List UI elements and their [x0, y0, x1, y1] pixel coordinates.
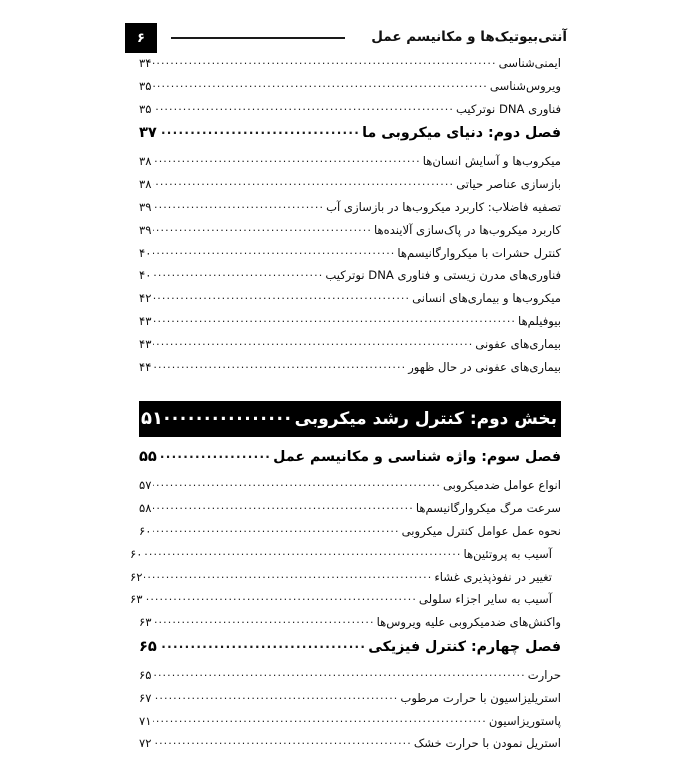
dot-leader	[153, 55, 496, 66]
entry-title: بازسازی عناصر حیاتی	[456, 177, 561, 192]
dot-leader	[153, 245, 395, 256]
entry-page-number: ۴۳	[139, 336, 152, 351]
entry-page-number: ۳۴	[139, 56, 152, 70]
running-head-rule	[171, 37, 345, 39]
chapter-page-number: ۳۷	[139, 124, 157, 142]
entry-page-number: ۴۰	[139, 245, 152, 260]
chapter-page-number: ۵۵	[139, 448, 157, 466]
entry-title: تغییر در نفوذپذیری غشاء	[434, 569, 552, 584]
dot-leader	[153, 336, 473, 347]
toc-chapter-row[interactable]	[139, 637, 561, 670]
entry-page-number: ۶۵	[139, 667, 152, 682]
entry-page-number: ۶۲	[130, 569, 143, 584]
dot-leader	[153, 735, 411, 746]
entry-title: کنترل حشرات با میکروارگانیسم‌ها	[397, 245, 561, 260]
entry-page-number: ۷۱	[139, 713, 152, 728]
dot-leader	[153, 267, 323, 278]
dot-leader	[144, 546, 461, 557]
entry-page-number: ۳۸	[139, 177, 152, 192]
entry-title: میکروب‌ها و بیماری‌های انسانی	[412, 291, 561, 306]
toc-entry-row[interactable]	[139, 359, 561, 385]
dot-leader	[153, 713, 486, 724]
entry-title: میکروب‌ها و آسایش انسان‌ها	[422, 154, 561, 169]
entry-page-number: ۷۲	[139, 736, 152, 751]
entry-title: استریلیزاسیون با حرارت مرطوب	[400, 690, 561, 705]
toc-entry-row[interactable]	[139, 101, 561, 127]
entry-page-number: ۴۰	[139, 268, 152, 283]
entry-page-number: ۶۳	[139, 615, 152, 630]
entry-page-number: ۴۳	[139, 313, 152, 328]
entry-title: بیماری‌های عفونی	[475, 336, 561, 351]
dot-leader	[153, 614, 374, 625]
entry-title: ویروس‌شناسی	[489, 78, 561, 93]
dot-leader	[144, 569, 432, 580]
entry-title: نحوه عمل عوامل کنترل میکروبی	[401, 523, 561, 538]
entry-title: پاستوریزاسیون	[488, 713, 561, 728]
entry-title: آسیب به پروتئین‌ها	[463, 546, 552, 561]
entry-title: بیوفیلم‌ها	[518, 313, 561, 328]
dot-leader	[153, 153, 420, 164]
dot-leader	[153, 222, 372, 233]
chapter-title: فصل سوم: واژه شناسی و مکانیسم عمل	[273, 449, 561, 466]
dot-leader	[153, 78, 487, 89]
dot-leader	[153, 290, 410, 301]
entry-page-number: ۳۹	[139, 222, 152, 237]
part-page-number: ۵۱	[141, 408, 163, 430]
entry-title: استریل نمودن با حرارت خشک	[413, 736, 561, 751]
dot-leader	[153, 500, 413, 511]
entry-title: کاربرد میکروب‌ها در پاک‌سازی آلاینده‌ها	[373, 222, 561, 237]
entry-title: سرعت مرگ میکروارگانیسم‌ها	[415, 501, 561, 516]
entry-title: انواع عوامل ضدمیکروبی	[443, 478, 561, 493]
toc-chapter-row[interactable]	[139, 126, 561, 156]
entry-page-number: ۶۷	[139, 690, 152, 705]
entry-title: بیماری‌های عفونی در حال ظهور	[408, 359, 561, 374]
running-head-book-title: آنتی‌بیوتیک‌ها و مکانیسم عمل	[371, 29, 567, 46]
dot-leader	[159, 448, 271, 460]
entry-title: فناوری DNA نوترکیب	[456, 101, 561, 116]
chapter-title: فصل چهارم: کنترل فیزیکی	[368, 638, 561, 655]
running-head	[125, 18, 567, 58]
entry-page-number: ۳۹	[139, 199, 152, 214]
part-title: بخش دوم: کنترل رشد میکروبی	[294, 409, 557, 430]
dot-leader	[159, 124, 360, 136]
entry-page-number: ۳۵	[139, 101, 152, 116]
dot-leader	[153, 176, 454, 187]
entry-page-number: ۶۳	[130, 592, 143, 607]
entry-title: فناوری‌های مدرن زیستی و فناوری DNA نوترکیب	[325, 268, 561, 283]
dot-leader	[153, 667, 525, 678]
dot-leader	[153, 523, 399, 534]
dot-leader	[153, 477, 441, 488]
dot-leader	[159, 638, 366, 650]
toc-entry-row[interactable]	[139, 617, 561, 640]
entry-page-number: ۳۸	[139, 154, 152, 169]
dot-leader	[165, 405, 293, 425]
entry-title: ایمنی‌شناسی	[498, 56, 561, 70]
entry-title: تصفیه فاضلاب: کاربرد میکروب‌ها در بازسازی آب	[326, 199, 561, 214]
entry-title: حرارت	[527, 667, 561, 682]
dot-leader	[153, 359, 406, 370]
toc-entry-row[interactable]	[139, 738, 561, 761]
part-banner[interactable]	[139, 401, 561, 437]
toc-chapter-row[interactable]	[139, 450, 561, 480]
dot-leader	[153, 313, 516, 324]
dot-leader	[153, 101, 454, 112]
entry-title: واکنش‌های ضدمیکروبی علیه ویروس‌ها	[376, 615, 561, 630]
entry-page-number: ۶۰	[130, 546, 143, 561]
dot-leader	[153, 690, 398, 701]
page-number-badge: ۶	[125, 23, 157, 53]
chapter-title: فصل دوم: دنیای میکروبی ما	[362, 125, 561, 142]
entry-page-number: ۵۷	[139, 478, 152, 493]
entry-page-number: ۴۴	[139, 359, 152, 374]
chapter-page-number: ۶۵	[139, 637, 157, 655]
entry-page-number: ۵۸	[139, 501, 152, 516]
toc-row[interactable]	[141, 409, 559, 429]
entry-page-number: ۶۰	[139, 523, 152, 538]
entry-title: آسیب به سایر اجزاء سلولی	[418, 592, 552, 607]
table-of-contents	[130, 56, 561, 761]
entry-page-number: ۴۲	[139, 291, 152, 306]
dot-leader	[153, 199, 324, 210]
dot-leader	[144, 591, 416, 602]
entry-page-number: ۳۵	[139, 78, 152, 93]
